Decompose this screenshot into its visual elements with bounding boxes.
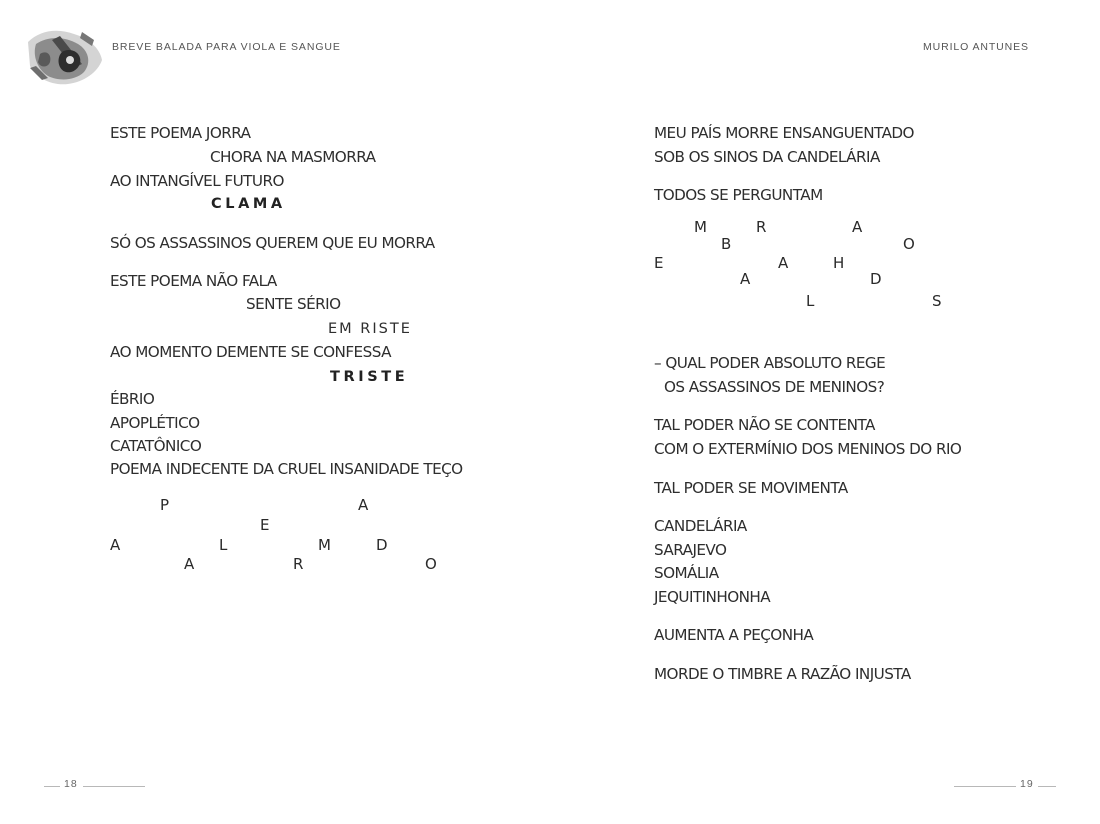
poem-word-clama: CLAMA	[211, 196, 286, 212]
guitar-figure-emblem	[22, 24, 106, 88]
poem-line: ESTE POEMA NÃO FALA	[110, 272, 277, 290]
scattered-letter: M	[694, 218, 707, 236]
scattered-letter: E	[654, 254, 664, 272]
scattered-letter: A	[110, 536, 121, 554]
scattered-letter: D	[870, 270, 882, 288]
poem-line: CHORA NA MASMORRA	[210, 148, 376, 166]
poem-line: AO INTANGÍVEL FUTURO	[110, 172, 284, 190]
scattered-letter: P	[160, 496, 170, 514]
folio-rule	[1038, 786, 1056, 787]
page-number: 19	[1020, 778, 1034, 790]
poem-line: SÓ OS ASSASSINOS QUEREM QUE EU MORRA	[110, 234, 435, 252]
scattered-letter: D	[376, 536, 388, 554]
scattered-letter: M	[318, 536, 331, 554]
running-head-title: BREVE BALADA PARA VIOLA E SANGUE	[112, 41, 341, 53]
folio-rule	[44, 786, 60, 787]
folio-rule	[83, 786, 145, 787]
scattered-letter: R	[293, 555, 304, 573]
scattered-letter: H	[833, 254, 845, 272]
scattered-letter: A	[852, 218, 863, 236]
folio-rule	[954, 786, 1016, 787]
poem-line: COM O EXTERMÍNIO DOS MENINOS DO RIO	[654, 440, 962, 458]
poem-line: ESTE POEMA JORRA	[110, 124, 251, 142]
scattered-letter: B	[721, 235, 732, 253]
poem-line: APOPLÉTICO	[110, 414, 200, 432]
poem-line: SARAJEVO	[654, 541, 727, 559]
poem-line: – QUAL PODER ABSOLUTO REGE	[654, 354, 886, 372]
poem-line: CATATÔNICO	[110, 437, 202, 455]
scattered-letter: A	[778, 254, 789, 272]
scattered-letter: A	[184, 555, 195, 573]
scattered-letter: L	[219, 536, 228, 554]
poem-line: SOMÁLIA	[654, 564, 719, 582]
page-number: 18	[64, 778, 78, 790]
scattered-letter: A	[740, 270, 751, 288]
poem-line: TAL PODER SE MOVIMENTA	[654, 479, 848, 497]
scattered-letter: R	[756, 218, 767, 236]
poem-line: SENTE SÉRIO	[246, 295, 341, 313]
scattered-letter: S	[932, 292, 942, 310]
poem-line: TODOS SE PERGUNTAM	[654, 186, 823, 204]
scattered-letter: O	[903, 235, 915, 253]
scattered-letter: E	[260, 516, 270, 534]
poem-line: OS ASSASSINOS DE MENINOS?	[664, 378, 885, 396]
scattered-letter: L	[806, 292, 815, 310]
poem-line: EM RISTE	[328, 321, 412, 337]
right-page	[550, 0, 1100, 824]
poem-line: MORDE O TIMBRE A RAZÃO INJUSTA	[654, 665, 911, 683]
poem-line: ÉBRIO	[110, 390, 155, 408]
poem-line: POEMA INDECENTE DA CRUEL INSANIDADE TEÇO	[110, 460, 463, 478]
poem-line: AUMENTA A PEÇONHA	[654, 626, 814, 644]
poem-line: JEQUITINHONHA	[654, 588, 771, 606]
poem-line: MEU PAÍS MORRE ENSANGUENTADO	[654, 124, 914, 142]
scattered-letter: O	[425, 555, 437, 573]
running-head-author: MURILO ANTUNES	[923, 41, 1029, 53]
poem-line: AO MOMENTO DEMENTE SE CONFESSA	[110, 343, 391, 361]
scattered-letter: A	[358, 496, 369, 514]
poem-line: CANDELÁRIA	[654, 517, 747, 535]
poem-line: SOB OS SINOS DA CANDELÁRIA	[654, 148, 880, 166]
poem-word-triste: TRISTE	[330, 369, 409, 385]
poem-line: TAL PODER NÃO SE CONTENTA	[654, 416, 875, 434]
